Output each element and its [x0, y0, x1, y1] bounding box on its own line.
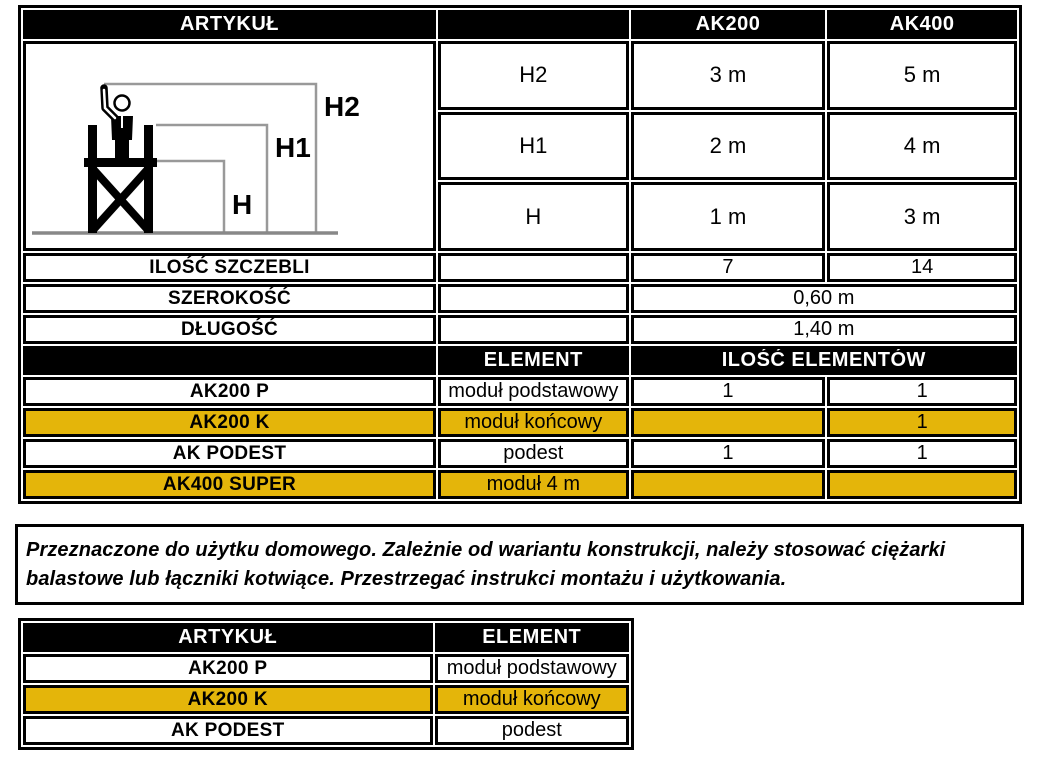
element-header-qty: ILOŚĆ ELEMENTÓW — [631, 346, 1017, 375]
spec-table — [18, 5, 1022, 504]
ak400super-qty-ak400 — [827, 470, 1017, 499]
spec-row-width — [23, 284, 1017, 313]
spec-row-length — [23, 315, 1017, 344]
ak200p-element: moduł podstawowy — [438, 377, 629, 406]
ak200p-qty-ak200: 1 — [631, 377, 826, 406]
parts-header-artykul: ARTYKUŁ — [23, 623, 433, 652]
length-label: DŁUGOŚĆ — [23, 315, 436, 344]
akpodest-qty-ak200: 1 — [631, 439, 826, 468]
ak200p-article: AK200 P — [23, 377, 436, 406]
diagram-label-h1: H1 — [275, 132, 311, 163]
spec-header-row — [23, 10, 1017, 39]
rungs-ak200: 7 — [631, 253, 826, 282]
element-header-spacer — [23, 346, 436, 375]
element-header-element: ELEMENT — [438, 346, 629, 375]
header-ak200: AK200 — [631, 10, 826, 39]
parts-ak200k-element: moduł końcowy — [435, 685, 630, 714]
spec-row-h2 — [23, 41, 1017, 110]
scaffold-diagram-image — [26, 44, 436, 242]
header-spacer — [438, 10, 629, 39]
ak200p-qty-ak400: 1 — [827, 377, 1017, 406]
ak400super-qty-ak200 — [631, 470, 826, 499]
cell-h-label: H — [438, 182, 629, 251]
diagram-label-h2: H2 — [324, 91, 360, 122]
element-row-ak200p — [23, 377, 1017, 406]
header-ak400: AK400 — [827, 10, 1017, 39]
parts-ak200p-article: AK200 P — [23, 654, 433, 683]
parts-akpodest-article: AK PODEST — [23, 716, 433, 745]
cell-h-ak200: 1 m — [631, 182, 826, 251]
akpodest-article: AK PODEST — [23, 439, 436, 468]
rungs-spacer — [438, 253, 629, 282]
height-diagram — [23, 41, 436, 251]
element-row-ak400super — [23, 470, 1017, 499]
usage-notice-text: Przeznaczone do użytku domowego. Zależnie od wariantu konstrukcji, należy stosować ciężarki balastowe lub łączniki kotwiące. Przestrzegać instrukci montażu i użytkowania. — [26, 539, 946, 590]
usage-notice — [15, 524, 1024, 605]
cell-h1-ak400: 4 m — [827, 112, 1017, 181]
width-label: SZEROKOŚĆ — [23, 284, 436, 313]
cell-h1-ak200: 2 m — [631, 112, 826, 181]
akpodest-qty-ak400: 1 — [827, 439, 1017, 468]
parts-row-akpodest — [23, 716, 629, 745]
ak200k-article: AK200 K — [23, 408, 436, 437]
width-value: 0,60 m — [631, 284, 1017, 313]
parts-akpodest-element: podest — [435, 716, 630, 745]
header-artykul: ARTYKUŁ — [23, 10, 436, 39]
cell-h2-label: H2 — [438, 41, 629, 110]
spec-row-rungs — [23, 253, 1017, 282]
cell-h2-ak200: 3 m — [631, 41, 826, 110]
parts-header-element: ELEMENT — [435, 623, 630, 652]
length-value: 1,40 m — [631, 315, 1017, 344]
cell-h1-label: H1 — [438, 112, 629, 181]
parts-ak200p-element: moduł podstawowy — [435, 654, 630, 683]
rungs-label: ILOŚĆ SZCZEBLI — [23, 253, 436, 282]
ak200k-qty-ak400: 1 — [827, 408, 1017, 437]
parts-row-ak200p — [23, 654, 629, 683]
ak400super-element: moduł 4 m — [438, 470, 629, 499]
diagram-label-h: H — [232, 189, 253, 220]
ak200k-element: moduł końcowy — [438, 408, 629, 437]
cell-h2-ak400: 5 m — [827, 41, 1017, 110]
element-row-akpodest — [23, 439, 1017, 468]
akpodest-element: podest — [438, 439, 629, 468]
parts-row-ak200k — [23, 685, 629, 714]
parts-table — [18, 618, 634, 750]
length-spacer — [438, 315, 629, 344]
parts-header-row — [23, 623, 629, 652]
element-row-ak200k — [23, 408, 1017, 437]
width-spacer — [438, 284, 629, 313]
ak200k-qty-ak200 — [631, 408, 826, 437]
element-header-row — [23, 346, 1017, 375]
cell-h-ak400: 3 m — [827, 182, 1017, 251]
parts-ak200k-article: AK200 K — [23, 685, 433, 714]
rungs-ak400: 14 — [827, 253, 1017, 282]
ak400super-article: AK400 SUPER — [23, 470, 436, 499]
